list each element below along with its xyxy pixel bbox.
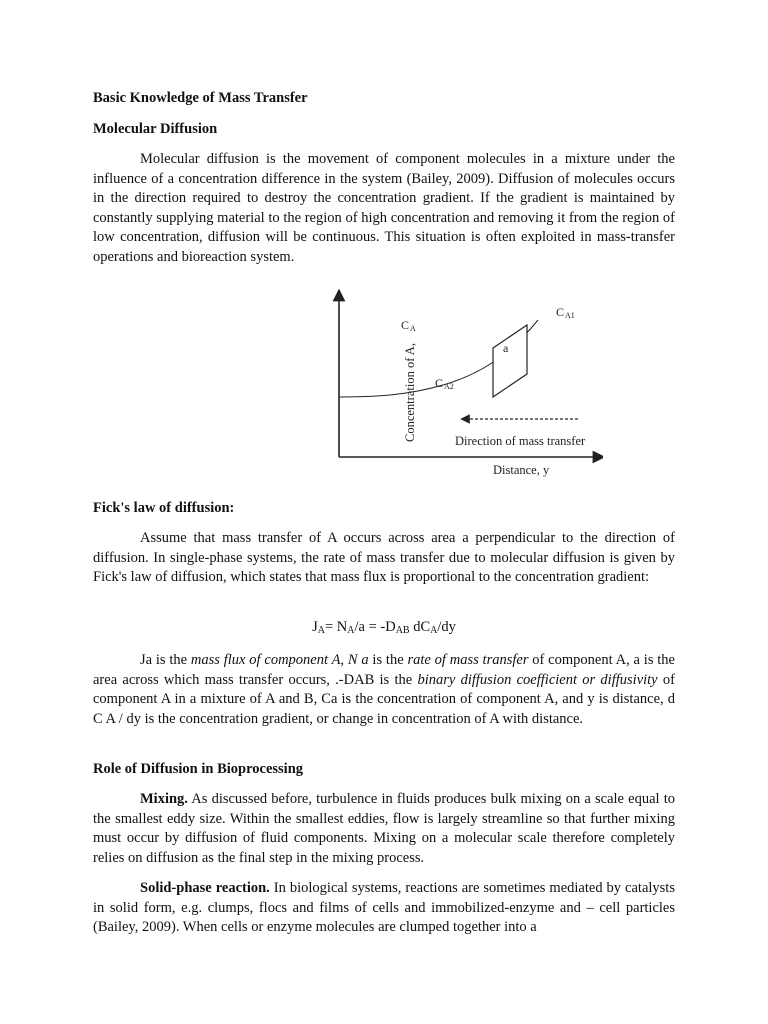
solid-phase-text: In biological systems, reactions are sometimes mediated by catalysts in solid form, e.g. clumps, flocs and films of cells and immobilized-enzyme and – cell particles (Bailey, 2009). When cells or enzyme molecules are clumped together into a: [93, 880, 675, 935]
paragraph-text: Molecular diffusion is the movement of component molecules in a mixture under the influence of a concentration difference in the system (Bailey, 2009). Diffusion of molecules occurs in the direction required to destroy the concentration gradient. If the gradient is maintained by constantly supplying material to the region of high concentration and removing it from the region of low concentration, diffusion will be continuous. This situation is often exploited in mass-transfer operations and bioreaction system.: [93, 151, 675, 265]
solid-phase-label: Solid-phase reaction.: [140, 880, 270, 896]
section-heading-ficks-law: Fick's law of diffusion:: [93, 500, 235, 516]
paragraph-solid-phase: [93, 879, 675, 938]
ficks-law-equation: $J_A= N_A/a = -D_{AB}$ $dC_A/dy$: [312, 619, 456, 636]
paragraph-definitions: Ja is the mass flux of component A, N a is the rate of mass transfer of component A, a is the area across which mass transfer occurs, .-DAB is the binary diffusion coefficient or diffusivity of component A in a mixture of A and B, Ca is the concentration of component A, and y is distance, d C A / dy is the concentration gradient, or change in concentration of A with distance.: [93, 652, 675, 727]
paragraph-mixing: [93, 790, 675, 868]
paragraph-molecular-diffusion: [93, 150, 675, 267]
ca1-label: CA1: [556, 305, 575, 320]
paragraph-ficks-law: [93, 529, 675, 588]
area-plane: [493, 325, 527, 397]
mixing-text: As discussed before, turbulence in fluids produces bulk mixing on a scale equal to the smallest eddy size. Within the smallest eddies, flow is largely streamline so that further mixing must occur by diffusion of fluid components. Mixing on a molecular scale therefore completely relies on diffusion as the final step in the mixing process.: [93, 791, 675, 866]
concentration-diagram: [303, 285, 603, 485]
ca-label: CA: [401, 318, 416, 333]
section-heading-role-of-diffusion: Role of Diffusion in Bioprocessing: [93, 761, 304, 777]
paragraph-text: Assume that mass transfer of A occurs across area a perpendicular to the direction of diffusion. In single-phase systems, the rate of mass transfer due to molecular diffusion is given by Fick's law of diffusion, which states that mass flux is proportional to the concentration gradient:: [93, 530, 675, 585]
y-axis-label: Concentration of A,: [403, 343, 417, 442]
direction-label: Direction of mass transfer: [455, 434, 586, 448]
ca2-label: CA2: [435, 376, 454, 391]
x-axis-label: Distance, y: [493, 463, 550, 477]
section-heading-molecular-diffusion: Molecular Diffusion: [93, 121, 218, 137]
area-label: a: [503, 341, 509, 355]
document-title: Basic Knowledge of Mass Transfer: [93, 90, 308, 106]
mixing-label: Mixing.: [140, 791, 188, 807]
